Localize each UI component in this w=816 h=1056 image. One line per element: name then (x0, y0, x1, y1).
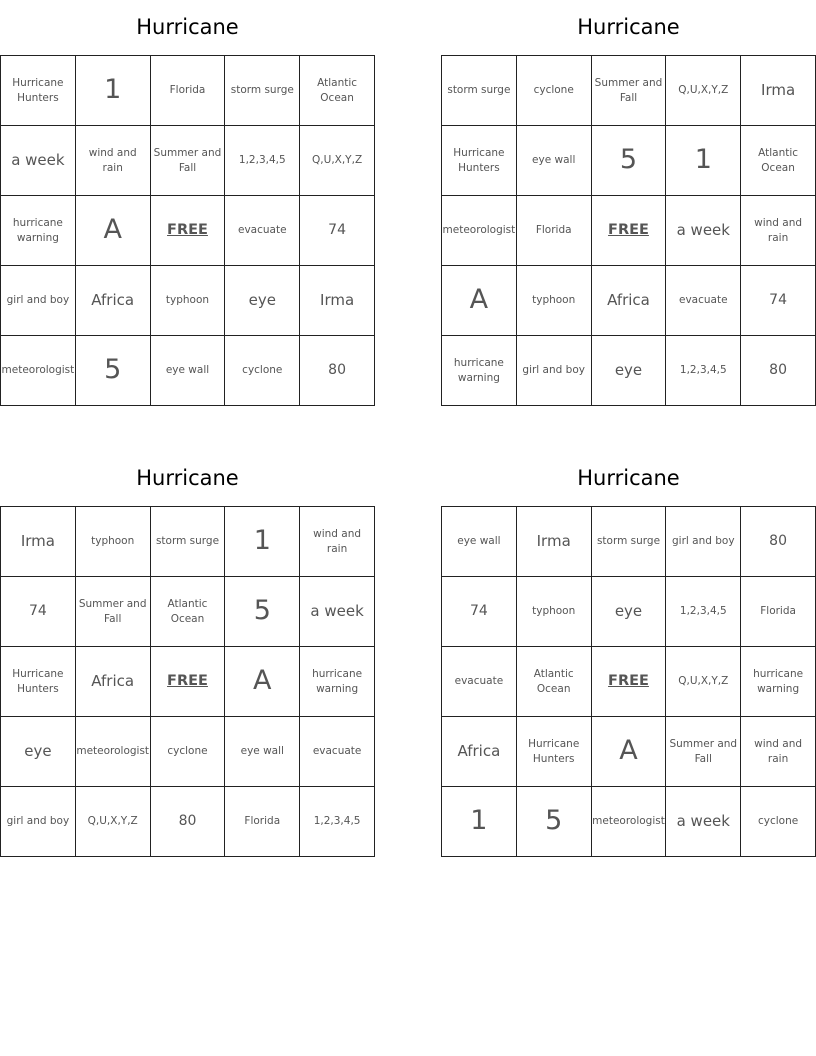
bingo-cell: storm surge (151, 507, 226, 577)
bingo-cell: a week (1, 126, 76, 196)
bingo-cell: a week (300, 577, 375, 647)
bingo-cell: 1 (225, 507, 300, 577)
card-title: Hurricane (577, 15, 680, 39)
bingo-cell: Florida (151, 56, 226, 126)
bingo-grid (0, 55, 375, 406)
bingo-cell: 5 (225, 577, 300, 647)
bingo-cell: A (225, 647, 300, 717)
bingo-cell: Summer and Fall (592, 56, 667, 126)
bingo-cell: Q,U,X,Y,Z (300, 126, 375, 196)
bingo-cell: eye (592, 577, 667, 647)
bingo-cell: typhoon (517, 577, 592, 647)
bingo-cell: Atlantic Ocean (517, 647, 592, 717)
bingo-cell: storm surge (592, 507, 667, 577)
bingo-cell: eye wall (151, 336, 226, 406)
free-space-cell: FREE (151, 196, 226, 266)
bingo-cell: Q,U,X,Y,Z (76, 787, 151, 857)
bingo-cell: Hurricane Hunters (1, 647, 76, 717)
bingo-cell: cyclone (151, 717, 226, 787)
bingo-cell: Hurricane Hunters (442, 126, 517, 196)
bingo-cell: eye (225, 266, 300, 336)
bingo-cell: Q,U,X,Y,Z (666, 647, 741, 717)
bingo-cell: Summer and Fall (666, 717, 741, 787)
bingo-cell: hurricane warning (300, 647, 375, 717)
bingo-cell: Q,U,X,Y,Z (666, 56, 741, 126)
bingo-cell: A (442, 266, 517, 336)
bingo-cell: Irma (517, 507, 592, 577)
bingo-cell: Florida (741, 577, 816, 647)
bingo-cell: evacuate (225, 196, 300, 266)
bingo-cell: Hurricane Hunters (517, 717, 592, 787)
bingo-cell: hurricane warning (741, 647, 816, 717)
bingo-cell: meteorologist (442, 196, 517, 266)
bingo-cell: 1,2,3,4,5 (225, 126, 300, 196)
bingo-cell: wind and rain (741, 196, 816, 266)
bingo-cell: Africa (442, 717, 517, 787)
bingo-cell: Irma (300, 266, 375, 336)
bingo-cell: wind and rain (300, 507, 375, 577)
bingo-cell: 1,2,3,4,5 (666, 577, 741, 647)
bingo-cell: hurricane warning (442, 336, 517, 406)
free-space-cell: FREE (592, 196, 667, 266)
bingo-cell: Atlantic Ocean (151, 577, 226, 647)
bingo-cell: storm surge (225, 56, 300, 126)
bingo-cell: 1 (76, 56, 151, 126)
bingo-cell: hurricane warning (1, 196, 76, 266)
bingo-cell: Irma (741, 56, 816, 126)
bingo-cell: girl and boy (1, 787, 76, 857)
bingo-cell: Africa (592, 266, 667, 336)
bingo-cell: 74 (300, 196, 375, 266)
bingo-cell: meteorologist (1, 336, 76, 406)
bingo-cell: 74 (1, 577, 76, 647)
card-title: Hurricane (577, 466, 680, 490)
bingo-grid (441, 506, 816, 857)
bingo-grid (0, 506, 375, 857)
bingo-cell: Africa (76, 266, 151, 336)
bingo-cell: 1,2,3,4,5 (300, 787, 375, 857)
bingo-cell: meteorologist (592, 787, 667, 857)
bingo-cell: cyclone (225, 336, 300, 406)
bingo-cell: 80 (151, 787, 226, 857)
card-title: Hurricane (136, 466, 239, 490)
bingo-cell: 80 (741, 507, 816, 577)
bingo-cell: evacuate (300, 717, 375, 787)
bingo-cell: 80 (741, 336, 816, 406)
bingo-cell: 80 (300, 336, 375, 406)
free-space-cell: FREE (592, 647, 667, 717)
bingo-cell: typhoon (76, 507, 151, 577)
bingo-cell: a week (666, 787, 741, 857)
bingo-cell: A (76, 196, 151, 266)
bingo-cell: girl and boy (517, 336, 592, 406)
bingo-cell: 1 (442, 787, 517, 857)
bingo-cell: 1 (666, 126, 741, 196)
bingo-cell: Africa (76, 647, 151, 717)
bingo-cell: Hurricane Hunters (1, 56, 76, 126)
bingo-cell: 5 (517, 787, 592, 857)
bingo-cell: evacuate (666, 266, 741, 336)
card-title: Hurricane (136, 15, 239, 39)
bingo-cell: typhoon (151, 266, 226, 336)
bingo-cell: eye wall (517, 126, 592, 196)
free-space-cell: FREE (151, 647, 226, 717)
bingo-cell: 74 (741, 266, 816, 336)
bingo-cell: a week (666, 196, 741, 266)
bingo-cell: eye (1, 717, 76, 787)
bingo-cell: typhoon (517, 266, 592, 336)
bingo-cell: girl and boy (1, 266, 76, 336)
bingo-cell: Irma (1, 507, 76, 577)
bingo-cell: Florida (517, 196, 592, 266)
bingo-cell: girl and boy (666, 507, 741, 577)
bingo-cell: Summer and Fall (151, 126, 226, 196)
bingo-cell: 5 (592, 126, 667, 196)
bingo-grid (441, 55, 816, 406)
bingo-cell: cyclone (517, 56, 592, 126)
bingo-cell: eye wall (442, 507, 517, 577)
bingo-cell: wind and rain (76, 126, 151, 196)
bingo-cell: storm surge (442, 56, 517, 126)
bingo-cell: Atlantic Ocean (741, 126, 816, 196)
bingo-cell: A (592, 717, 667, 787)
bingo-cell: cyclone (741, 787, 816, 857)
bingo-cell: Summer and Fall (76, 577, 151, 647)
bingo-cell: eye (592, 336, 667, 406)
bingo-cell: evacuate (442, 647, 517, 717)
bingo-cell: 74 (442, 577, 517, 647)
bingo-cell: 1,2,3,4,5 (666, 336, 741, 406)
bingo-cell: Florida (225, 787, 300, 857)
bingo-cell: wind and rain (741, 717, 816, 787)
bingo-cell: meteorologist (76, 717, 151, 787)
bingo-cell: Atlantic Ocean (300, 56, 375, 126)
bingo-cell: 5 (76, 336, 151, 406)
bingo-cell: eye wall (225, 717, 300, 787)
